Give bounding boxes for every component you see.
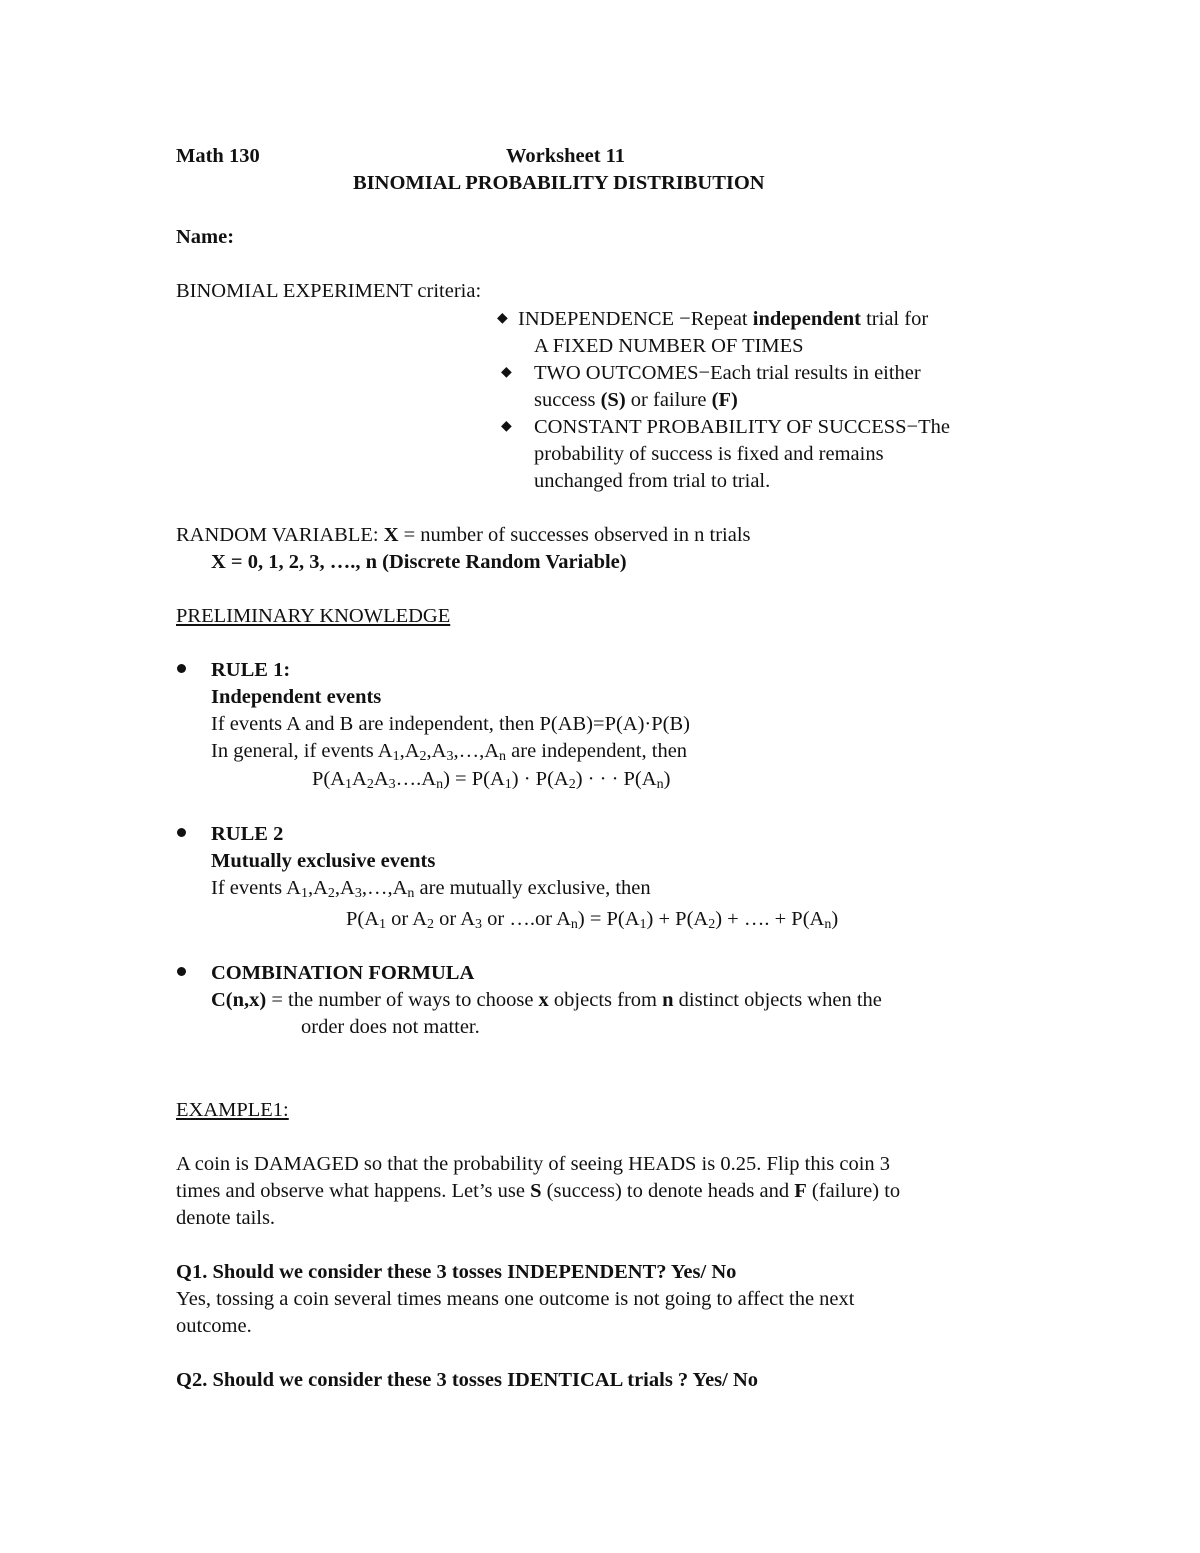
combination-definition-cont: order does not matter.	[301, 1016, 480, 1038]
name-label: Name:	[176, 226, 235, 248]
bullet-dot-icon	[177, 967, 186, 976]
bullet-dot-icon	[177, 828, 186, 837]
preliminary-heading: PRELIMINARY KNOWLEDGE	[176, 605, 451, 627]
rule2-title: RULE 2	[211, 823, 284, 845]
page-title: BINOMIAL PROBABILITY DISTRIBUTION	[353, 172, 765, 194]
rule1-line2: In general, if events $A_1,A_2,A_3,\dots,A_n$ are independent, then	[211, 740, 688, 764]
criteria-item-constant-probability: CONSTANT PROBABILITY OF SUCCESS−The	[534, 416, 950, 438]
example-paragraph-line2: times and observe what happens. Let’s use S (success) to denote heads and F (failure) to	[176, 1180, 901, 1202]
random-variable-values: X = 0, 1, 2, 3, …., n (Discrete Random Variable)	[211, 551, 627, 573]
diamond-bullet-icon: ◆	[501, 419, 512, 434]
criteria-item-constant-probability-cont: unchanged from trial to trial.	[534, 470, 771, 492]
criteria-item-independence-cont: A FIXED NUMBER OF TIMES	[534, 335, 804, 357]
criteria-heading: BINOMIAL EXPERIMENT criteria:	[176, 280, 482, 302]
example-paragraph-line1: A coin is DAMAGED so that the probability of seeing HEADS is 0.25. Flip this coin 3	[176, 1153, 891, 1175]
answer-1-line1: Yes, tossing a coin several times means one outcome is not going to affect the next	[176, 1288, 855, 1310]
criteria-item-two-outcomes: TWO OUTCOMES−Each trial results in either	[534, 362, 921, 384]
random-variable-definition: RANDOM VARIABLE: X = number of successes observed in n trials	[176, 524, 751, 546]
example-paragraph-line3: denote tails.	[176, 1207, 276, 1229]
rule1-title: RULE 1:	[211, 659, 291, 681]
criteria-item-two-outcomes-cont: success (S) or failure (F)	[534, 389, 738, 411]
bullet-dot-icon	[177, 664, 186, 673]
rule1-formula: $P(A_1A_2A_3\dots.A_n) = P(A_1) \cdot P(A_2)$ · · · $P(A_n)$	[312, 768, 671, 792]
criteria-item-constant-probability-cont: probability of success is fixed and remains	[534, 443, 884, 465]
answer-1-line2: outcome.	[176, 1315, 252, 1337]
rule2-line1: If events $A_1,A_2,A_3,\dots,A_n$ are mutually exclusive, then	[211, 877, 651, 901]
worksheet-label: Worksheet 11	[506, 145, 626, 167]
example-heading: EXAMPLE1:	[176, 1099, 289, 1121]
rule2-subtitle: Mutually exclusive events	[211, 850, 436, 872]
question-1: Q1. Should we consider these 3 tosses INDEPENDENT? Yes/ No	[176, 1261, 737, 1283]
combination-definition: C(n,x) = the number of ways to choose x objects from n distinct objects when the	[211, 989, 882, 1011]
criteria-item-independence: INDEPENDENCE −Repeat independent trial for	[518, 308, 929, 330]
diamond-bullet-icon: ◆	[497, 311, 508, 326]
diamond-bullet-icon: ◆	[501, 365, 512, 380]
combination-title: COMBINATION FORMULA	[211, 962, 475, 984]
question-2: Q2. Should we consider these 3 tosses IDENTICAL trials ? Yes/ No	[176, 1369, 759, 1391]
course-label: Math 130	[176, 145, 260, 167]
rule1-subtitle: Independent events	[211, 686, 382, 708]
rule2-formula: $P(A_1$ or $A_2$ or $A_3$ or ….or $A_n) = P(A_1) + P(A_2)$ + …. + $P(A_n)$	[346, 908, 839, 932]
rule1-line1: If events A and B are independent, then P(AB)=P(A)·P(B)	[211, 713, 690, 735]
